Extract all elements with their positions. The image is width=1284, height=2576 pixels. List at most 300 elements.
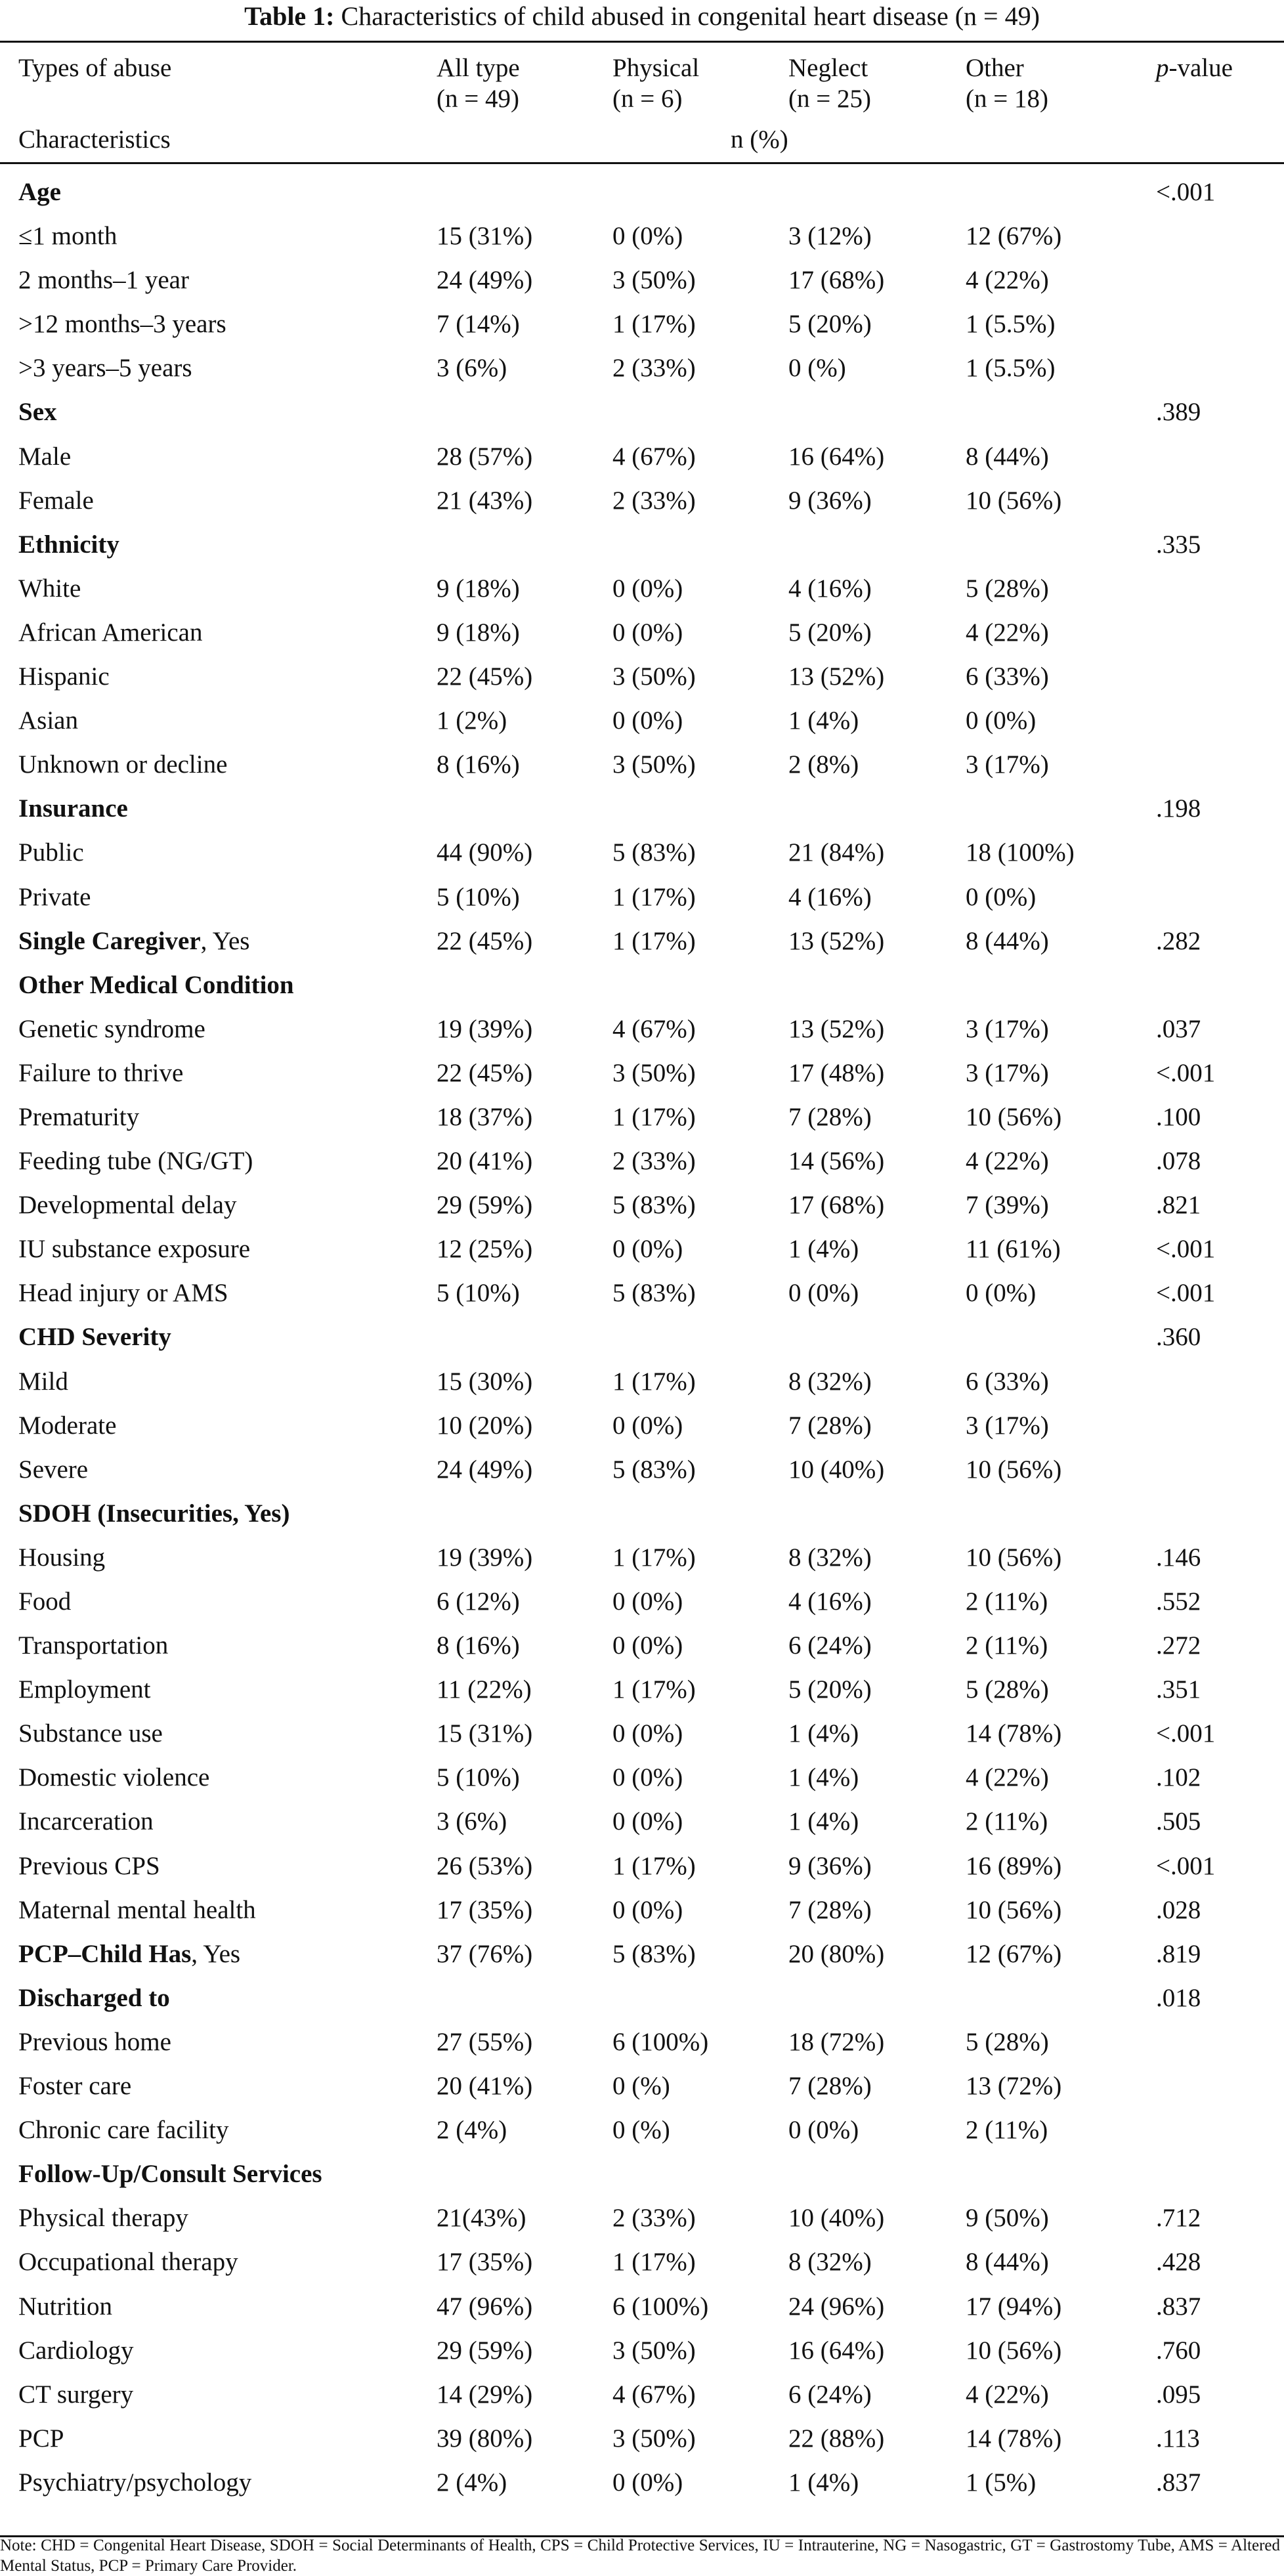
cell-neglect: 7 (28%) bbox=[788, 1895, 872, 1924]
header-neglect-n: (n = 25) bbox=[788, 85, 871, 113]
cell-neglect: 1 (4%) bbox=[788, 1719, 859, 1748]
cell-neglect: 18 (72%) bbox=[788, 2027, 885, 2056]
cell-physical: 3 (50%) bbox=[612, 750, 696, 779]
cell-other: 12 (67%) bbox=[966, 1939, 1062, 1968]
table-row bbox=[0, 478, 1284, 522]
section-row bbox=[0, 522, 1284, 566]
table-row bbox=[0, 1843, 1284, 1887]
table-row bbox=[0, 918, 1284, 962]
cell-all-type: 29 (59%) bbox=[437, 1191, 533, 1220]
cell-all-type: 27 (55%) bbox=[437, 2027, 533, 2056]
cell-neglect: 9 (36%) bbox=[788, 1851, 872, 1880]
cell-other: 10 (56%) bbox=[966, 486, 1062, 515]
cell-p-value: <.001 bbox=[1156, 1851, 1216, 1880]
cell-physical: 1 (17%) bbox=[612, 882, 696, 911]
cell-all-type: 5 (10%) bbox=[437, 1279, 520, 1308]
table-row bbox=[0, 1006, 1284, 1050]
table-row bbox=[0, 2107, 1284, 2151]
cell-neglect: 1 (4%) bbox=[788, 1763, 859, 1792]
cell-neglect: 8 (32%) bbox=[788, 1367, 872, 1396]
top-rule bbox=[0, 41, 1284, 43]
cell-other: 10 (56%) bbox=[966, 1102, 1062, 1131]
table-row bbox=[0, 742, 1284, 786]
section-row bbox=[0, 169, 1284, 213]
table-row bbox=[0, 1094, 1284, 1138]
cell-physical: 3 (50%) bbox=[612, 1058, 696, 1087]
cell-physical: 4 (67%) bbox=[612, 442, 696, 471]
cell-all-type: 22 (45%) bbox=[437, 662, 533, 691]
cell-neglect: 17 (68%) bbox=[788, 1191, 885, 1220]
cell-all-type: 15 (31%) bbox=[437, 1719, 533, 1748]
row-label: CHD Severity bbox=[18, 1323, 171, 1352]
cell-neglect: 4 (16%) bbox=[788, 1587, 872, 1616]
table-caption bbox=[0, 1, 1284, 32]
cell-neglect: 5 (20%) bbox=[788, 310, 872, 339]
cell-other: 0 (0%) bbox=[966, 706, 1037, 735]
cell-physical: 0 (0%) bbox=[612, 706, 683, 735]
row-label: CT surgery bbox=[18, 2380, 134, 2409]
cell-all-type: 7 (14%) bbox=[437, 310, 520, 339]
header-neglect bbox=[788, 53, 871, 114]
cell-p-value: <.001 bbox=[1156, 1279, 1216, 1308]
table-row bbox=[0, 566, 1284, 610]
cell-all-type: 14 (29%) bbox=[437, 2380, 533, 2409]
cell-neglect: 17 (48%) bbox=[788, 1058, 885, 1087]
cell-neglect: 8 (32%) bbox=[788, 1543, 872, 1572]
row-label-rest: , Yes bbox=[200, 926, 250, 955]
cell-neglect: 16 (64%) bbox=[788, 2336, 885, 2365]
row-label: Insurance bbox=[18, 794, 128, 823]
cell-p-value: .760 bbox=[1156, 2336, 1201, 2365]
table-row bbox=[0, 654, 1284, 698]
cell-other: 3 (17%) bbox=[966, 750, 1049, 779]
table-row bbox=[0, 1711, 1284, 1755]
cell-physical: 6 (100%) bbox=[612, 2027, 709, 2056]
row-label bbox=[18, 1939, 240, 1969]
header-p-italic: p bbox=[1156, 54, 1169, 82]
cell-other: 2 (11%) bbox=[966, 2116, 1048, 2145]
row-label-bold: Single Caregiver bbox=[18, 926, 201, 955]
cell-p-value: .028 bbox=[1156, 1895, 1201, 1924]
cell-physical: 5 (83%) bbox=[612, 1455, 696, 1484]
cell-other: 2 (11%) bbox=[966, 1587, 1048, 1616]
cell-all-type: 17 (35%) bbox=[437, 2248, 533, 2277]
cell-physical: 0 (0%) bbox=[612, 1631, 683, 1660]
cell-p-value: .100 bbox=[1156, 1102, 1201, 1131]
cell-physical: 3 (50%) bbox=[612, 266, 696, 295]
cell-neglect: 17 (68%) bbox=[788, 266, 885, 295]
cell-p-value: .037 bbox=[1156, 1014, 1201, 1043]
table-row bbox=[0, 345, 1284, 389]
cell-neglect: 1 (4%) bbox=[788, 2468, 859, 2497]
cell-physical: 1 (17%) bbox=[612, 1543, 696, 1572]
cell-all-type: 20 (41%) bbox=[437, 1147, 533, 1176]
table-row bbox=[0, 1931, 1284, 1975]
caption-label: Table 1: bbox=[244, 1, 335, 31]
cell-p-value: .272 bbox=[1156, 1631, 1201, 1660]
row-label: Failure to thrive bbox=[18, 1058, 184, 1087]
cell-physical: 0 (%) bbox=[612, 2116, 670, 2145]
cell-all-type: 19 (39%) bbox=[437, 1014, 533, 1043]
row-label: Transportation bbox=[18, 1631, 169, 1660]
cell-p-value: .095 bbox=[1156, 2380, 1201, 2409]
cell-physical: 0 (0%) bbox=[612, 574, 683, 603]
header-other-label: Other bbox=[966, 54, 1024, 82]
row-label: Physical therapy bbox=[18, 2204, 188, 2233]
table-row bbox=[0, 1887, 1284, 1931]
row-label: Discharged to bbox=[18, 1983, 170, 2012]
cell-physical: 5 (83%) bbox=[612, 1939, 696, 1968]
row-label: Cardiology bbox=[18, 2336, 134, 2365]
cell-all-type: 18 (37%) bbox=[437, 1102, 533, 1131]
cell-physical: 6 (100%) bbox=[612, 2292, 709, 2321]
cell-other: 14 (78%) bbox=[966, 1719, 1062, 1748]
row-label: Public bbox=[18, 838, 84, 867]
cell-other: 7 (39%) bbox=[966, 1191, 1049, 1220]
cell-physical: 0 (0%) bbox=[612, 1719, 683, 1748]
cell-other: 8 (44%) bbox=[966, 926, 1049, 955]
cell-neglect: 13 (52%) bbox=[788, 926, 885, 955]
cell-neglect: 0 (0%) bbox=[788, 2116, 859, 2145]
cell-all-type: 11 (22%) bbox=[437, 1675, 532, 1704]
cell-all-type: 22 (45%) bbox=[437, 1058, 533, 1087]
row-label: Incarceration bbox=[18, 1807, 154, 1836]
row-label: Domestic violence bbox=[18, 1763, 210, 1792]
cell-physical: 5 (83%) bbox=[612, 838, 696, 867]
table-row bbox=[0, 2328, 1284, 2372]
cell-p-value: .837 bbox=[1156, 2292, 1201, 2321]
cell-neglect: 0 (%) bbox=[788, 354, 846, 383]
row-label: Food bbox=[18, 1587, 72, 1616]
table-row bbox=[0, 1359, 1284, 1403]
cell-other: 2 (11%) bbox=[966, 1631, 1048, 1660]
table-row bbox=[0, 2460, 1284, 2504]
cell-all-type: 44 (90%) bbox=[437, 838, 533, 867]
cell-physical: 1 (17%) bbox=[612, 1367, 696, 1396]
cell-other: 11 (61%) bbox=[966, 1235, 1061, 1264]
cell-p-value: .821 bbox=[1156, 1191, 1201, 1220]
header-physical-label: Physical bbox=[612, 54, 700, 82]
row-label: Unknown or decline bbox=[18, 750, 228, 779]
row-label: Female bbox=[18, 486, 94, 515]
table-row bbox=[0, 874, 1284, 918]
cell-neglect: 6 (24%) bbox=[788, 2380, 872, 2409]
cell-p-value: .819 bbox=[1156, 1939, 1201, 1968]
cell-other: 1 (5%) bbox=[966, 2468, 1037, 2497]
row-label: IU substance exposure bbox=[18, 1235, 251, 1264]
cell-physical: 3 (50%) bbox=[612, 2336, 696, 2365]
cell-neglect: 2 (8%) bbox=[788, 750, 859, 779]
row-label: Feeding tube (NG/GT) bbox=[18, 1147, 253, 1176]
row-label: Asian bbox=[18, 706, 78, 735]
cell-p-value: <.001 bbox=[1156, 178, 1216, 206]
cell-all-type: 6 (12%) bbox=[437, 1587, 520, 1616]
cell-physical: 5 (83%) bbox=[612, 1279, 696, 1308]
cell-physical: 3 (50%) bbox=[612, 2424, 696, 2453]
cell-neglect: 13 (52%) bbox=[788, 662, 885, 691]
row-label: >3 years–5 years bbox=[18, 354, 192, 383]
row-label: Occupational therapy bbox=[18, 2248, 238, 2277]
cell-all-type: 17 (35%) bbox=[437, 1895, 533, 1924]
row-label: Substance use bbox=[18, 1719, 163, 1748]
cell-p-value: <.001 bbox=[1156, 1235, 1216, 1264]
row-label: Genetic syndrome bbox=[18, 1014, 205, 1043]
row-label-rest: , Yes bbox=[191, 1939, 241, 1968]
cell-physical: 0 (0%) bbox=[612, 222, 683, 251]
row-label: Follow-Up/Consult Services bbox=[18, 2160, 322, 2189]
table-row bbox=[0, 830, 1284, 874]
cell-all-type: 39 (80%) bbox=[437, 2424, 533, 2453]
row-label: Ethnicity bbox=[18, 530, 119, 559]
table-row bbox=[0, 1755, 1284, 1799]
cell-other: 9 (50%) bbox=[966, 2204, 1049, 2233]
cell-physical: 4 (67%) bbox=[612, 2380, 696, 2409]
cell-all-type: 10 (20%) bbox=[437, 1411, 533, 1440]
cell-physical: 1 (17%) bbox=[612, 1102, 696, 1131]
row-label: Other Medical Condition bbox=[18, 970, 294, 999]
row-label: White bbox=[18, 574, 81, 603]
cell-other: 18 (100%) bbox=[966, 838, 1075, 867]
cell-p-value: .335 bbox=[1156, 530, 1201, 559]
cell-physical: 0 (0%) bbox=[612, 1235, 683, 1264]
cell-physical: 2 (33%) bbox=[612, 354, 696, 383]
row-label: Maternal mental health bbox=[18, 1895, 256, 1924]
cell-p-value: .389 bbox=[1156, 398, 1201, 427]
cell-physical: 0 (%) bbox=[612, 2072, 670, 2101]
cell-p-value: .351 bbox=[1156, 1675, 1201, 1704]
cell-p-value: <.001 bbox=[1156, 1719, 1216, 1748]
table-row bbox=[0, 2372, 1284, 2416]
cell-p-value: .360 bbox=[1156, 1323, 1201, 1352]
table-row bbox=[0, 1579, 1284, 1623]
section-row bbox=[0, 1314, 1284, 1358]
cell-neglect: 3 (12%) bbox=[788, 222, 872, 251]
cell-all-type: 3 (6%) bbox=[437, 354, 507, 383]
cell-physical: 0 (0%) bbox=[612, 618, 683, 647]
cell-physical: 5 (83%) bbox=[612, 1191, 696, 1220]
cell-other: 4 (22%) bbox=[966, 1147, 1049, 1176]
header-all-type-label: All type bbox=[437, 54, 520, 82]
cell-all-type: 47 (96%) bbox=[437, 2292, 533, 2321]
section-row bbox=[0, 389, 1284, 433]
cell-other: 10 (56%) bbox=[966, 1895, 1062, 1924]
header-types-of-abuse: Types of abuse bbox=[18, 54, 172, 82]
table-row bbox=[0, 434, 1284, 478]
cell-all-type: 28 (57%) bbox=[437, 442, 533, 471]
cell-physical: 4 (67%) bbox=[612, 1014, 696, 1043]
cell-other: 12 (67%) bbox=[966, 222, 1062, 251]
section-row bbox=[0, 2151, 1284, 2195]
header-p-value bbox=[1156, 53, 1233, 83]
header-rule bbox=[0, 162, 1284, 164]
row-label: Previous home bbox=[18, 2027, 171, 2056]
cell-neglect: 21 (84%) bbox=[788, 838, 885, 867]
row-label: Moderate bbox=[18, 1411, 117, 1440]
cell-neglect: 1 (4%) bbox=[788, 706, 859, 735]
cell-physical: 1 (17%) bbox=[612, 926, 696, 955]
cell-other: 5 (28%) bbox=[966, 574, 1049, 603]
header-characteristics: Characteristics bbox=[18, 125, 171, 154]
cell-p-value: .428 bbox=[1156, 2248, 1201, 2277]
row-label: Foster care bbox=[18, 2072, 132, 2101]
table-row bbox=[0, 213, 1284, 257]
cell-all-type: 19 (39%) bbox=[437, 1543, 533, 1572]
row-label: African American bbox=[18, 618, 203, 647]
cell-other: 17 (94%) bbox=[966, 2292, 1062, 2321]
row-label: Private bbox=[18, 882, 91, 911]
cell-all-type: 2 (4%) bbox=[437, 2116, 507, 2145]
table-row bbox=[0, 2195, 1284, 2239]
table-row bbox=[0, 2019, 1284, 2063]
table-row bbox=[0, 257, 1284, 301]
header-all-type bbox=[437, 53, 520, 114]
cell-other: 5 (28%) bbox=[966, 1675, 1049, 1704]
row-label-bold: PCP–Child Has bbox=[18, 1939, 192, 1968]
cell-all-type: 21 (43%) bbox=[437, 486, 533, 515]
header-n-percent: n (%) bbox=[731, 125, 788, 154]
row-label: Chronic care facility bbox=[18, 2116, 229, 2145]
cell-all-type: 15 (31%) bbox=[437, 222, 533, 251]
cell-neglect: 5 (20%) bbox=[788, 1675, 872, 1704]
header-p-rest: -value bbox=[1168, 54, 1233, 82]
cell-all-type: 5 (10%) bbox=[437, 882, 520, 911]
cell-neglect: 1 (4%) bbox=[788, 1807, 859, 1836]
row-label: Age bbox=[18, 178, 61, 206]
table-row bbox=[0, 301, 1284, 345]
cell-other: 10 (56%) bbox=[966, 2336, 1062, 2365]
table-body bbox=[0, 169, 1284, 2504]
cell-physical: 2 (33%) bbox=[612, 2204, 696, 2233]
cell-other: 13 (72%) bbox=[966, 2072, 1062, 2101]
table-note: Note: CHD = Congenital Heart Disease, SDOH = Social Determinants of Health, CPS = Child Protective Services, IU = Intrauterine, NG = Nasogastric, GT = Gastrostomy Tube, AMS = Altered Mental Status, PCP = Primary Care Provider. bbox=[0, 2537, 1280, 2575]
cell-neglect: 8 (32%) bbox=[788, 2248, 872, 2277]
header-physical-n: (n = 6) bbox=[612, 85, 683, 113]
cell-physical: 1 (17%) bbox=[612, 1851, 696, 1880]
row-label: Male bbox=[18, 442, 72, 471]
caption-text: Characteristics of child abused in congenital heart disease (n = 49) bbox=[341, 1, 1040, 31]
cell-neglect: 5 (20%) bbox=[788, 618, 872, 647]
row-label: Employment bbox=[18, 1675, 151, 1704]
cell-other: 0 (0%) bbox=[966, 882, 1037, 911]
cell-all-type: 9 (18%) bbox=[437, 618, 520, 647]
row-label: Prematurity bbox=[18, 1102, 140, 1131]
cell-other: 4 (22%) bbox=[966, 2380, 1049, 2409]
row-label: Severe bbox=[18, 1455, 89, 1484]
cell-all-type: 5 (10%) bbox=[437, 1763, 520, 1792]
cell-other: 6 (33%) bbox=[966, 662, 1049, 691]
header-other bbox=[966, 53, 1048, 114]
cell-other: 4 (22%) bbox=[966, 618, 1049, 647]
cell-neglect: 13 (52%) bbox=[788, 1014, 885, 1043]
cell-physical: 0 (0%) bbox=[612, 1411, 683, 1440]
cell-physical: 2 (33%) bbox=[612, 486, 696, 515]
table-row bbox=[0, 2239, 1284, 2283]
cell-physical: 1 (17%) bbox=[612, 1675, 696, 1704]
cell-other: 3 (17%) bbox=[966, 1411, 1049, 1440]
cell-physical: 0 (0%) bbox=[612, 2468, 683, 2497]
cell-physical: 0 (0%) bbox=[612, 1807, 683, 1836]
cell-p-value: .198 bbox=[1156, 794, 1201, 823]
table-row bbox=[0, 1447, 1284, 1491]
cell-all-type: 22 (45%) bbox=[437, 926, 533, 955]
cell-all-type: 29 (59%) bbox=[437, 2336, 533, 2365]
row-label: 2 months–1 year bbox=[18, 266, 189, 295]
table-row bbox=[0, 1138, 1284, 1182]
cell-other: 10 (56%) bbox=[966, 1543, 1062, 1572]
cell-other: 5 (28%) bbox=[966, 2027, 1049, 2056]
row-label: Sex bbox=[18, 398, 57, 427]
cell-physical: 1 (17%) bbox=[612, 2248, 696, 2277]
cell-neglect: 24 (96%) bbox=[788, 2292, 885, 2321]
cell-physical: 1 (17%) bbox=[612, 310, 696, 339]
cell-neglect: 9 (36%) bbox=[788, 486, 872, 515]
cell-other: 0 (0%) bbox=[966, 1279, 1037, 1308]
row-label: Housing bbox=[18, 1543, 106, 1572]
cell-p-value: .282 bbox=[1156, 926, 1201, 955]
cell-physical: 2 (33%) bbox=[612, 1147, 696, 1176]
cell-neglect: 16 (64%) bbox=[788, 442, 885, 471]
header-all-type-n: (n = 49) bbox=[437, 85, 519, 113]
cell-all-type: 12 (25%) bbox=[437, 1235, 533, 1264]
cell-all-type: 9 (18%) bbox=[437, 574, 520, 603]
section-row bbox=[0, 786, 1284, 830]
table-row bbox=[0, 1050, 1284, 1094]
section-row bbox=[0, 962, 1284, 1006]
row-label: Mild bbox=[18, 1367, 68, 1396]
row-label: ≤1 month bbox=[18, 222, 118, 251]
cell-neglect: 6 (24%) bbox=[788, 1631, 872, 1660]
table-row bbox=[0, 1667, 1284, 1711]
cell-neglect: 1 (4%) bbox=[788, 1235, 859, 1264]
section-row bbox=[0, 1491, 1284, 1535]
cell-p-value: <.001 bbox=[1156, 1058, 1216, 1087]
row-label: Head injury or AMS bbox=[18, 1279, 228, 1308]
header-other-n: (n = 18) bbox=[966, 85, 1048, 113]
cell-neglect: 7 (28%) bbox=[788, 1411, 872, 1440]
cell-all-type: 2 (4%) bbox=[437, 2468, 507, 2497]
table-row bbox=[0, 2063, 1284, 2107]
cell-p-value: .102 bbox=[1156, 1763, 1201, 1792]
cell-other: 2 (11%) bbox=[966, 1807, 1048, 1836]
cell-neglect: 7 (28%) bbox=[788, 1102, 872, 1131]
row-label: Previous CPS bbox=[18, 1851, 160, 1880]
cell-other: 3 (17%) bbox=[966, 1058, 1049, 1087]
header-physical bbox=[612, 53, 699, 114]
table-row bbox=[0, 1270, 1284, 1314]
table-row bbox=[0, 1182, 1284, 1226]
cell-neglect: 4 (16%) bbox=[788, 882, 872, 911]
cell-all-type: 26 (53%) bbox=[437, 1851, 533, 1880]
cell-p-value: .018 bbox=[1156, 1983, 1201, 2012]
cell-p-value: .552 bbox=[1156, 1587, 1201, 1616]
cell-neglect: 0 (0%) bbox=[788, 1279, 859, 1308]
cell-other: 8 (44%) bbox=[966, 2248, 1049, 2277]
cell-other: 1 (5.5%) bbox=[966, 310, 1056, 339]
cell-neglect: 4 (16%) bbox=[788, 574, 872, 603]
cell-all-type: 24 (49%) bbox=[437, 1455, 533, 1484]
cell-neglect: 7 (28%) bbox=[788, 2072, 872, 2101]
cell-other: 10 (56%) bbox=[966, 1455, 1062, 1484]
row-label: Developmental delay bbox=[18, 1191, 237, 1220]
cell-p-value: .078 bbox=[1156, 1147, 1201, 1176]
cell-all-type: 20 (41%) bbox=[437, 2072, 533, 2101]
cell-p-value: .837 bbox=[1156, 2468, 1201, 2497]
cell-p-value: .113 bbox=[1156, 2424, 1200, 2453]
cell-all-type: 24 (49%) bbox=[437, 266, 533, 295]
cell-other: 6 (33%) bbox=[966, 1367, 1049, 1396]
cell-p-value: .146 bbox=[1156, 1543, 1201, 1572]
header-neglect-label: Neglect bbox=[788, 54, 868, 82]
